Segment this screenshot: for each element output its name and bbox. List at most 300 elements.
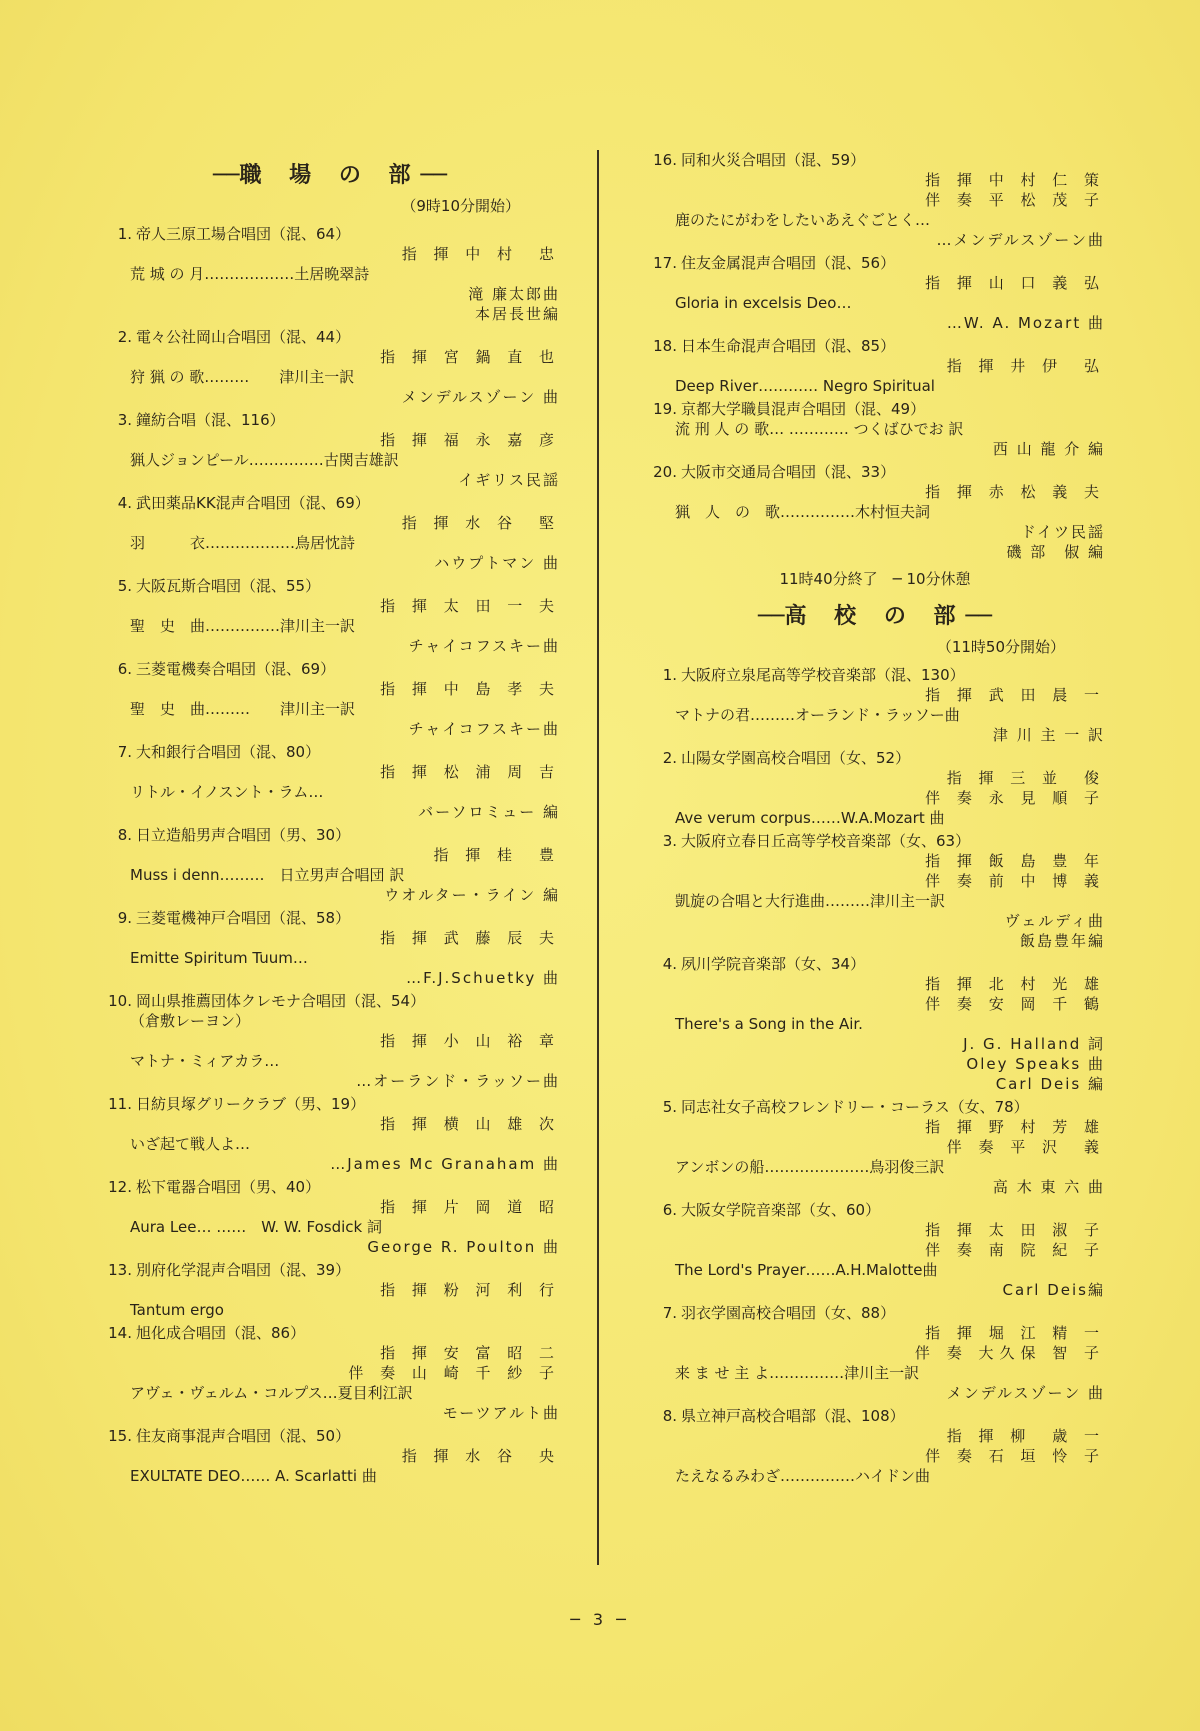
program-entry bbox=[100, 991, 560, 1091]
conductor: 指 揮 飯 島 豊 年 bbox=[925, 852, 1105, 870]
song-line bbox=[645, 376, 1105, 396]
song-line bbox=[100, 1300, 560, 1320]
accompanist-line bbox=[645, 190, 1105, 210]
program-entry bbox=[100, 659, 560, 739]
program-entry bbox=[100, 1426, 560, 1486]
credit: George R. Poulton 曲 bbox=[367, 1238, 560, 1256]
group-name: 同志社女子高校フレンドリー・コーラス（女、78） bbox=[681, 1098, 1029, 1116]
song-title: Emitte Spiritum Tuum… bbox=[130, 949, 308, 967]
conductor: 指 揮 山 口 義 弘 bbox=[925, 274, 1105, 292]
entry-header bbox=[100, 1426, 560, 1446]
song-line bbox=[100, 948, 560, 968]
accompanist: 伴 奏 石 垣 怜 子 bbox=[925, 1447, 1105, 1465]
conductor: 指 揮 武 田 晨 一 bbox=[925, 686, 1105, 704]
group-name: 三菱電機奏合唱団（混、69） bbox=[136, 660, 336, 678]
group-subname-line bbox=[100, 1011, 560, 1031]
program-entry bbox=[645, 462, 1105, 562]
conductor: 指 揮 安 富 昭 二 bbox=[380, 1344, 560, 1362]
conductor: 指 揮 北 村 光 雄 bbox=[925, 975, 1105, 993]
group-name: 旭化成合唱団（混、86） bbox=[136, 1324, 306, 1342]
credit-line bbox=[645, 911, 1105, 931]
credit-line bbox=[645, 522, 1105, 542]
entry-header bbox=[645, 462, 1105, 482]
entry-number: 2. bbox=[662, 749, 677, 767]
conductor-line bbox=[100, 762, 560, 782]
conductor-line bbox=[100, 596, 560, 616]
conductor: 指 揮 松 浦 周 吉 bbox=[380, 763, 560, 781]
song-title: 聖 史 曲……… 津川主一訳 bbox=[130, 700, 356, 718]
accompanist-line bbox=[645, 1446, 1105, 1466]
song-title: 聖 史 曲……………津川主一訳 bbox=[130, 617, 356, 635]
credit-line bbox=[100, 968, 560, 988]
conductor-line bbox=[100, 244, 560, 264]
accompanist-line bbox=[645, 1343, 1105, 1363]
song-title: 羽 衣………………鳥居忱詩 bbox=[130, 534, 356, 552]
conductor: 指 揮 赤 松 義 夫 bbox=[925, 483, 1105, 501]
credit-line bbox=[645, 1383, 1105, 1403]
song-title: Ave verum corpus……W.A.Mozart 曲 bbox=[675, 809, 945, 827]
song-title: 鹿のたにがわをしたいあえぐごとく… bbox=[675, 211, 931, 229]
entry-number: 19. bbox=[653, 400, 677, 418]
credit: J. G. Halland 詞 bbox=[963, 1035, 1105, 1053]
entry-number: 20. bbox=[653, 463, 677, 481]
entry-header bbox=[100, 327, 560, 347]
conductor-line bbox=[645, 1323, 1105, 1343]
entry-number: 3. bbox=[117, 411, 132, 429]
song-line bbox=[645, 1260, 1105, 1280]
conductor: 指 揮 三 並 俊 bbox=[946, 769, 1105, 787]
accompanist-line bbox=[645, 1137, 1105, 1157]
entry-header bbox=[100, 659, 560, 679]
credit: …メンデルスゾーン曲 bbox=[936, 231, 1105, 249]
entry-header bbox=[645, 748, 1105, 768]
credit: …James Mc Granaham 曲 bbox=[330, 1155, 560, 1173]
conductor: 指 揮 武 藤 辰 夫 bbox=[380, 929, 560, 947]
song-title: Aura Lee… …… W. W. Fosdick 詞 bbox=[130, 1218, 382, 1236]
entry-header bbox=[645, 336, 1105, 356]
song-line bbox=[100, 782, 560, 802]
credit: ドイツ民謡 bbox=[1020, 523, 1105, 541]
conductor: 指 揮 福 永 嘉 彦 bbox=[380, 431, 560, 449]
accompanist: 伴 奏 前 中 博 義 bbox=[925, 872, 1105, 890]
song-line bbox=[645, 1363, 1105, 1383]
credit-line bbox=[645, 1280, 1105, 1300]
group-name: 山陽女学園高校合唱団（女、52） bbox=[681, 749, 911, 767]
accompanist-line bbox=[645, 788, 1105, 808]
accompanist-line bbox=[645, 871, 1105, 891]
program-entry bbox=[100, 1260, 560, 1320]
credit: 磯 部 俶 編 bbox=[1006, 543, 1105, 561]
entry-number: 5. bbox=[117, 577, 132, 595]
start-time: （9時10分開始） bbox=[401, 197, 520, 215]
program-entry bbox=[645, 1303, 1105, 1403]
entry-header bbox=[100, 1094, 560, 1114]
song-title: Tantum ergo bbox=[130, 1301, 224, 1319]
conductor-line bbox=[100, 1446, 560, 1466]
credit-line bbox=[645, 542, 1105, 562]
accompanist-line bbox=[645, 994, 1105, 1014]
song-title: アンボンの船…………………鳥羽俊三訳 bbox=[675, 1158, 945, 1176]
group-name: 松下電器合唱団（男、40） bbox=[136, 1178, 321, 1196]
conductor-line bbox=[100, 1197, 560, 1217]
conductor-line bbox=[100, 1280, 560, 1300]
credit-line bbox=[645, 439, 1105, 459]
song-line bbox=[645, 419, 1105, 439]
credit-line bbox=[100, 284, 560, 304]
song-line bbox=[100, 367, 560, 387]
entry-header bbox=[100, 825, 560, 845]
group-name: 大阪府立泉尾高等学校音楽部（混、130） bbox=[681, 666, 965, 684]
conductor-line bbox=[100, 347, 560, 367]
entry-number: 7. bbox=[117, 743, 132, 761]
credit: チャイコフスキー曲 bbox=[408, 637, 560, 655]
song-line bbox=[645, 1014, 1105, 1034]
program-entry bbox=[645, 1406, 1105, 1486]
credit: モーツアルト曲 bbox=[442, 1404, 560, 1422]
entry-header bbox=[645, 831, 1105, 851]
credit: ウオルター・ライン 編 bbox=[384, 886, 560, 904]
accompanist-line bbox=[100, 1363, 560, 1383]
entry-number: 8. bbox=[662, 1407, 677, 1425]
accompanist: 伴 奏 平 沢 義 bbox=[946, 1138, 1105, 1156]
credit-line bbox=[100, 719, 560, 739]
song-title: 狩 猟 の 歌……… 津川主一訳 bbox=[130, 368, 355, 386]
entry-number: 1. bbox=[662, 666, 677, 684]
entry-header bbox=[645, 665, 1105, 685]
song-line bbox=[100, 1134, 560, 1154]
song-line bbox=[645, 705, 1105, 725]
entry-header bbox=[645, 1200, 1105, 1220]
conductor-line bbox=[645, 768, 1105, 788]
entry-number: 15. bbox=[108, 1427, 132, 1445]
entry-number: 10. bbox=[108, 992, 132, 1010]
credit: 滝 廉太郎曲 bbox=[468, 285, 560, 303]
conductor-line bbox=[645, 685, 1105, 705]
song-line bbox=[100, 699, 560, 719]
entry-header bbox=[645, 954, 1105, 974]
song-line bbox=[100, 264, 560, 284]
conductor-line bbox=[645, 273, 1105, 293]
accompanist: 伴 奏 山 崎 千 紗 子 bbox=[348, 1364, 560, 1382]
group-name: 大阪府立春日丘高等学校音楽部（女、63） bbox=[681, 832, 971, 850]
conductor: 指 揮 水 谷 央 bbox=[401, 1447, 560, 1465]
credit-line bbox=[100, 470, 560, 490]
entry-number: 3. bbox=[662, 832, 677, 850]
credit: Oley Speaks 曲 bbox=[966, 1055, 1105, 1073]
credit-line bbox=[100, 1403, 560, 1423]
song-line bbox=[100, 1466, 560, 1486]
break-note: 11時40分終了 ─ 10分休憩 bbox=[779, 570, 971, 588]
credit-line bbox=[645, 1034, 1105, 1054]
entry-header bbox=[645, 150, 1105, 170]
group-name: 岡山県推薦団体クレモナ合唱団（混、54） bbox=[136, 992, 426, 1010]
entry-header bbox=[645, 253, 1105, 273]
group-name: 鐘紡合唱（混、116） bbox=[136, 411, 285, 429]
entry-number: 18. bbox=[653, 337, 677, 355]
program-entry bbox=[100, 1323, 560, 1423]
accompanist-line bbox=[645, 1240, 1105, 1260]
credit: Carl Deis 編 bbox=[995, 1075, 1105, 1093]
entry-number: 14. bbox=[108, 1324, 132, 1342]
credit: …F.J.Schuetky 曲 bbox=[406, 969, 560, 987]
entry-header bbox=[100, 1260, 560, 1280]
program-entry bbox=[645, 336, 1105, 396]
group-name: 住友金属混声合唱団（混、56） bbox=[681, 254, 896, 272]
entry-header bbox=[100, 493, 560, 513]
song-title: 猟 人 の 歌……………木村恒夫詞 bbox=[675, 503, 931, 521]
column-divider bbox=[597, 150, 599, 1565]
song-line bbox=[645, 1466, 1105, 1486]
conductor: 指 揮 水 谷 堅 bbox=[401, 514, 560, 532]
song-line bbox=[645, 293, 1105, 313]
conductor: 指 揮 桂 豊 bbox=[433, 846, 560, 864]
song-line bbox=[100, 1217, 560, 1237]
entry-header bbox=[645, 1303, 1105, 1323]
entry-number: 1. bbox=[117, 225, 132, 243]
conductor: 指 揮 粉 河 利 行 bbox=[380, 1281, 560, 1299]
group-name: 三菱電機神戸合唱団（混、58） bbox=[136, 909, 351, 927]
credit-line bbox=[100, 802, 560, 822]
conductor: 指 揮 中 村 仁 策 bbox=[925, 171, 1105, 189]
conductor: 指 揮 太 田 一 夫 bbox=[380, 597, 560, 615]
song-line bbox=[100, 616, 560, 636]
section-title-highschool: ──高 校 の 部── bbox=[758, 604, 992, 629]
group-name: 帝人三原工場合唱団（混、64） bbox=[136, 225, 351, 243]
program-entry bbox=[100, 327, 560, 407]
conductor-line bbox=[100, 1031, 560, 1051]
song-title: Deep River………… Negro Spiritual bbox=[675, 377, 935, 395]
song-title: マトナ・ミィアカラ… bbox=[130, 1052, 280, 1070]
group-name: 羽衣学園高校合唱団（女、88） bbox=[681, 1304, 896, 1322]
entry-header bbox=[100, 410, 560, 430]
conductor: 指 揮 中 村 忠 bbox=[401, 245, 560, 263]
conductor-line bbox=[100, 845, 560, 865]
program-entry bbox=[100, 410, 560, 490]
program-entry bbox=[645, 399, 1105, 459]
song-title: いざ起て戦人よ… bbox=[130, 1135, 251, 1153]
entry-list bbox=[100, 224, 560, 1486]
entry-number: 16. bbox=[653, 151, 677, 169]
song-line bbox=[645, 1157, 1105, 1177]
program-entry bbox=[100, 493, 560, 573]
entry-number: 13. bbox=[108, 1261, 132, 1279]
credit-line bbox=[100, 636, 560, 656]
song-line bbox=[645, 210, 1105, 230]
entry-header bbox=[100, 576, 560, 596]
entry-list bbox=[645, 665, 1105, 1486]
program-entry bbox=[645, 954, 1105, 1094]
conductor: 指 揮 野 村 芳 雄 bbox=[925, 1118, 1105, 1136]
song-title: 荒 城 の 月………………土居晩翠詩 bbox=[130, 265, 370, 283]
song-title: たえなるみわざ……………ハイドン曲 bbox=[675, 1467, 931, 1485]
conductor: 指 揮 横 山 雄 次 bbox=[380, 1115, 560, 1133]
credit: ハウプトマン 曲 bbox=[434, 554, 560, 572]
song-title: 猟人ジョンピール……………古関吉雄訳 bbox=[130, 451, 399, 469]
group-name: 県立神戸高校合唱部（混、108） bbox=[681, 1407, 905, 1425]
song-line bbox=[100, 450, 560, 470]
song-title: EXULTATE DEO…… A. Scarlatti 曲 bbox=[130, 1467, 377, 1485]
entry-number: 12. bbox=[108, 1178, 132, 1196]
entry-number: 7. bbox=[662, 1304, 677, 1322]
conductor-line bbox=[100, 1343, 560, 1363]
entry-header bbox=[100, 908, 560, 928]
program-entry bbox=[645, 253, 1105, 333]
song-title: There's a Song in the Air. bbox=[675, 1015, 863, 1033]
conductor-line bbox=[645, 482, 1105, 502]
program-entry bbox=[645, 150, 1105, 250]
program-entry bbox=[645, 831, 1105, 951]
entry-number: 17. bbox=[653, 254, 677, 272]
group-name: 大阪瓦斯合唱団（混、55） bbox=[136, 577, 321, 595]
conductor-line bbox=[645, 851, 1105, 871]
conductor-line bbox=[100, 928, 560, 948]
credit-line bbox=[100, 304, 560, 324]
entry-header bbox=[645, 399, 1105, 419]
accompanist: 伴 奏 平 松 茂 子 bbox=[925, 191, 1105, 209]
program-entry bbox=[100, 825, 560, 905]
program-entry bbox=[645, 1200, 1105, 1300]
entry-number: 9. bbox=[117, 909, 132, 927]
entry-number: 6. bbox=[117, 660, 132, 678]
entry-header bbox=[645, 1406, 1105, 1426]
song-line bbox=[645, 891, 1105, 911]
song-title: 来 ま せ 主 よ……………津川主一訳 bbox=[675, 1364, 920, 1382]
entry-header bbox=[100, 991, 560, 1011]
credit-line bbox=[100, 1071, 560, 1091]
accompanist: 伴 奏 大久保 智 子 bbox=[914, 1344, 1105, 1362]
accompanist: 伴 奏 南 院 紀 子 bbox=[925, 1241, 1105, 1259]
song-title: 凱旋の合唱と大行進曲………津川主一訳 bbox=[675, 892, 946, 910]
entry-number: 11. bbox=[108, 1095, 132, 1113]
program-entry bbox=[100, 224, 560, 324]
song-title: リトル・イノスント・ラム… bbox=[130, 783, 324, 801]
program-entry bbox=[100, 908, 560, 988]
group-name: 住友商事混声合唱団（混、50） bbox=[136, 1427, 351, 1445]
group-name: 大和銀行合唱団（混、80） bbox=[136, 743, 321, 761]
page-number: ─ 3 ─ bbox=[570, 1610, 630, 1629]
conductor-line bbox=[645, 1426, 1105, 1446]
conductor: 指 揮 井 伊 弘 bbox=[946, 357, 1105, 375]
group-name: 日立造船男声合唱団（男、30） bbox=[136, 826, 351, 844]
song-title: マトナの君………オーランド・ラッソー曲 bbox=[675, 706, 960, 724]
credit-line bbox=[100, 1237, 560, 1257]
credit: 津 川 主 一 訳 bbox=[992, 726, 1105, 744]
song-line bbox=[100, 1383, 560, 1403]
credit: 高 木 東 六 曲 bbox=[992, 1178, 1105, 1196]
group-name: 別府化学混声合唱団（混、39） bbox=[136, 1261, 351, 1279]
entry-number: 5. bbox=[662, 1098, 677, 1116]
right-column bbox=[645, 150, 1105, 1489]
entry-number: 4. bbox=[117, 494, 132, 512]
entry-number: 4. bbox=[662, 955, 677, 973]
song-title: 流 刑 人 の 歌… ………… つくばひでお 訳 bbox=[675, 420, 964, 438]
credit: ヴェルディ曲 bbox=[1004, 912, 1105, 930]
credit-line bbox=[645, 931, 1105, 951]
credit: 飯島豊年編 bbox=[1019, 932, 1105, 950]
credit: …オーランド・ラッソー曲 bbox=[356, 1072, 560, 1090]
group-name: 京都大学職員混声合唱団（混、49） bbox=[681, 400, 926, 418]
song-line bbox=[100, 865, 560, 885]
credit-line bbox=[100, 1154, 560, 1174]
conductor: 指 揮 宮 鍋 直 也 bbox=[380, 348, 560, 366]
program-entry bbox=[100, 576, 560, 656]
start-time: （11時50分開始） bbox=[936, 638, 1065, 656]
conductor: 指 揮 中 島 孝 夫 bbox=[380, 680, 560, 698]
song-line bbox=[100, 1051, 560, 1071]
credit: メンデルスゾーン 曲 bbox=[946, 1384, 1105, 1402]
entry-header bbox=[645, 1097, 1105, 1117]
conductor-line bbox=[645, 1117, 1105, 1137]
credit: 本居長世編 bbox=[474, 305, 560, 323]
song-title: アヴェ・ヴェルム・コルプス…夏目利江訳 bbox=[130, 1384, 413, 1402]
song-line bbox=[645, 502, 1105, 522]
conductor-line bbox=[100, 513, 560, 533]
program-entry bbox=[100, 742, 560, 822]
group-name: 同和火災合唱団（混、59） bbox=[681, 151, 866, 169]
credit-line bbox=[645, 1054, 1105, 1074]
entry-list bbox=[645, 150, 1105, 562]
group-name: 日本生命混声合唱団（混、85） bbox=[681, 337, 896, 355]
group-name: 大阪市交通局合唱団（混、33） bbox=[681, 463, 896, 481]
conductor-line bbox=[100, 430, 560, 450]
credit: チャイコフスキー曲 bbox=[408, 720, 560, 738]
credit: メンデルスゾーン 曲 bbox=[401, 388, 560, 406]
song-line bbox=[645, 808, 1105, 828]
song-title: The Lord's Prayer……A.H.Malotte曲 bbox=[675, 1261, 938, 1279]
entry-header bbox=[100, 224, 560, 244]
credit: Carl Deis編 bbox=[1002, 1281, 1105, 1299]
entry-number: 6. bbox=[662, 1201, 677, 1219]
program-entry bbox=[645, 665, 1105, 745]
entry-number: 8. bbox=[117, 826, 132, 844]
conductor: 指 揮 小 山 裕 章 bbox=[380, 1032, 560, 1050]
conductor-line bbox=[645, 356, 1105, 376]
conductor: 指 揮 柳 歳 一 bbox=[946, 1427, 1105, 1445]
accompanist: 伴 奏 永 見 順 子 bbox=[925, 789, 1105, 807]
program-entry bbox=[100, 1094, 560, 1174]
entry-header bbox=[100, 742, 560, 762]
conductor-line bbox=[100, 1114, 560, 1134]
entry-header bbox=[100, 1323, 560, 1343]
conductor: 指 揮 片 岡 道 昭 bbox=[380, 1198, 560, 1216]
song-title: Gloria in excelsis Deo… bbox=[675, 294, 852, 312]
credit-line bbox=[645, 313, 1105, 333]
workplace-column bbox=[100, 150, 560, 1489]
conductor: 指 揮 太 田 淑 子 bbox=[925, 1221, 1105, 1239]
song-line bbox=[100, 533, 560, 553]
conductor: 指 揮 堀 江 精 一 bbox=[925, 1324, 1105, 1342]
conductor-line bbox=[645, 170, 1105, 190]
group-name: 大阪女学院音楽部（女、60） bbox=[681, 1201, 881, 1219]
credit: …W. A. Mozart 曲 bbox=[946, 314, 1105, 332]
group-name: 夙川学院音楽部（女、34） bbox=[681, 955, 866, 973]
song-title: Muss i denn……… 日立男声合唱団 訳 bbox=[130, 866, 405, 884]
credit-line bbox=[100, 387, 560, 407]
conductor-line bbox=[645, 974, 1105, 994]
credit-line bbox=[645, 1177, 1105, 1197]
credit-line bbox=[645, 725, 1105, 745]
credit-line bbox=[645, 1074, 1105, 1094]
group-name: 電々公社岡山合唱団（混、44） bbox=[136, 328, 351, 346]
credit-line bbox=[645, 230, 1105, 250]
conductor-line bbox=[100, 679, 560, 699]
program-entry bbox=[645, 1097, 1105, 1197]
credit-line bbox=[100, 885, 560, 905]
group-subname: （倉敷レーヨン） bbox=[130, 1012, 251, 1030]
entry-header bbox=[100, 1177, 560, 1197]
section-title-workplace: ──職 場 の 部── bbox=[213, 163, 447, 188]
conductor-line bbox=[645, 1220, 1105, 1240]
